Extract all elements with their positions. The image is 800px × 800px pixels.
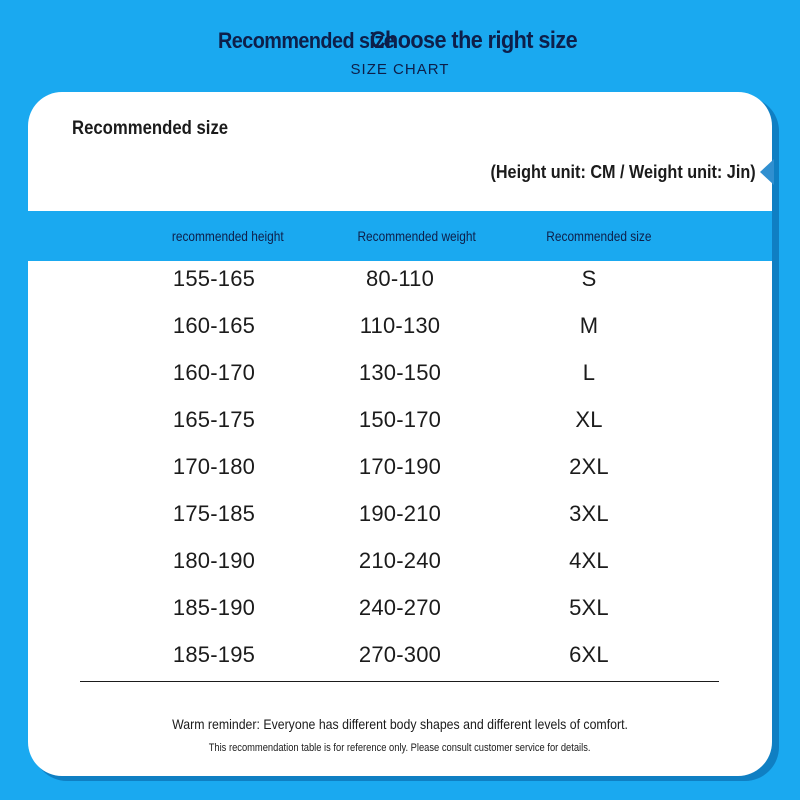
- overlap-title: Recommended size: [218, 28, 395, 53]
- height-cell: 160-165: [172, 313, 256, 338]
- weight-cell: 240-270: [358, 595, 442, 620]
- height-cell: 160-170: [172, 360, 256, 385]
- size-chart-card: [28, 92, 772, 776]
- table-divider: [80, 681, 719, 682]
- table-row: [28, 595, 772, 642]
- weight-cell: 170-190: [358, 454, 442, 479]
- height-cell: 175-185: [172, 501, 256, 526]
- size-cell: L: [582, 360, 596, 385]
- unit-note: (Height unit: CM / Weight unit: Jin): [490, 162, 756, 182]
- size-cell: S: [581, 266, 597, 291]
- size-cell: 4XL: [569, 548, 609, 573]
- warm-reminder-text: Warm reminder: Everyone has different body shapes and different levels of comfort.: [172, 716, 628, 732]
- size-cell: XL: [575, 407, 603, 432]
- disclaimer-text: This recommendation table is for reference only. Please consult customer service for details.: [209, 742, 591, 754]
- weight-cell: 270-300: [358, 642, 442, 667]
- table-header: [28, 211, 772, 261]
- page-title-area: [0, 28, 800, 58]
- card-heading: Recommended size: [72, 118, 229, 139]
- height-cell: 185-195: [172, 642, 256, 667]
- table-row: [28, 501, 772, 548]
- weight-cell: 190-210: [358, 501, 442, 526]
- page-title: Choose the right size: [370, 27, 578, 54]
- size-cell: 2XL: [569, 454, 609, 479]
- table-row: [28, 266, 772, 313]
- table-row: [28, 548, 772, 595]
- side-tab-arrow: [760, 159, 774, 185]
- height-cell: 170-180: [172, 454, 256, 479]
- column-header-size: Recommended size: [546, 228, 652, 244]
- column-header-height: recommended height: [171, 228, 284, 244]
- page-subtitle: SIZE CHART: [350, 61, 450, 78]
- height-cell: 155-165: [172, 266, 256, 291]
- height-cell: 180-190: [172, 548, 256, 573]
- weight-cell: 80-110: [365, 266, 435, 291]
- size-cell: M: [579, 313, 599, 338]
- disclaimer: [28, 742, 772, 754]
- size-cell: 3XL: [569, 501, 609, 526]
- height-cell: 185-190: [172, 595, 256, 620]
- weight-cell: 150-170: [358, 407, 442, 432]
- table-row: [28, 454, 772, 501]
- size-cell: 5XL: [569, 595, 609, 620]
- size-cell: 6XL: [569, 642, 609, 667]
- table-row: [28, 407, 772, 454]
- column-header-weight: Recommended weight: [357, 228, 476, 244]
- weight-cell: 110-130: [359, 313, 441, 338]
- table-row: [28, 313, 772, 360]
- warm-reminder: [28, 716, 772, 732]
- height-cell: 165-175: [172, 407, 256, 432]
- weight-cell: 210-240: [358, 548, 442, 573]
- table-row: [28, 360, 772, 407]
- weight-cell: 130-150: [358, 360, 442, 385]
